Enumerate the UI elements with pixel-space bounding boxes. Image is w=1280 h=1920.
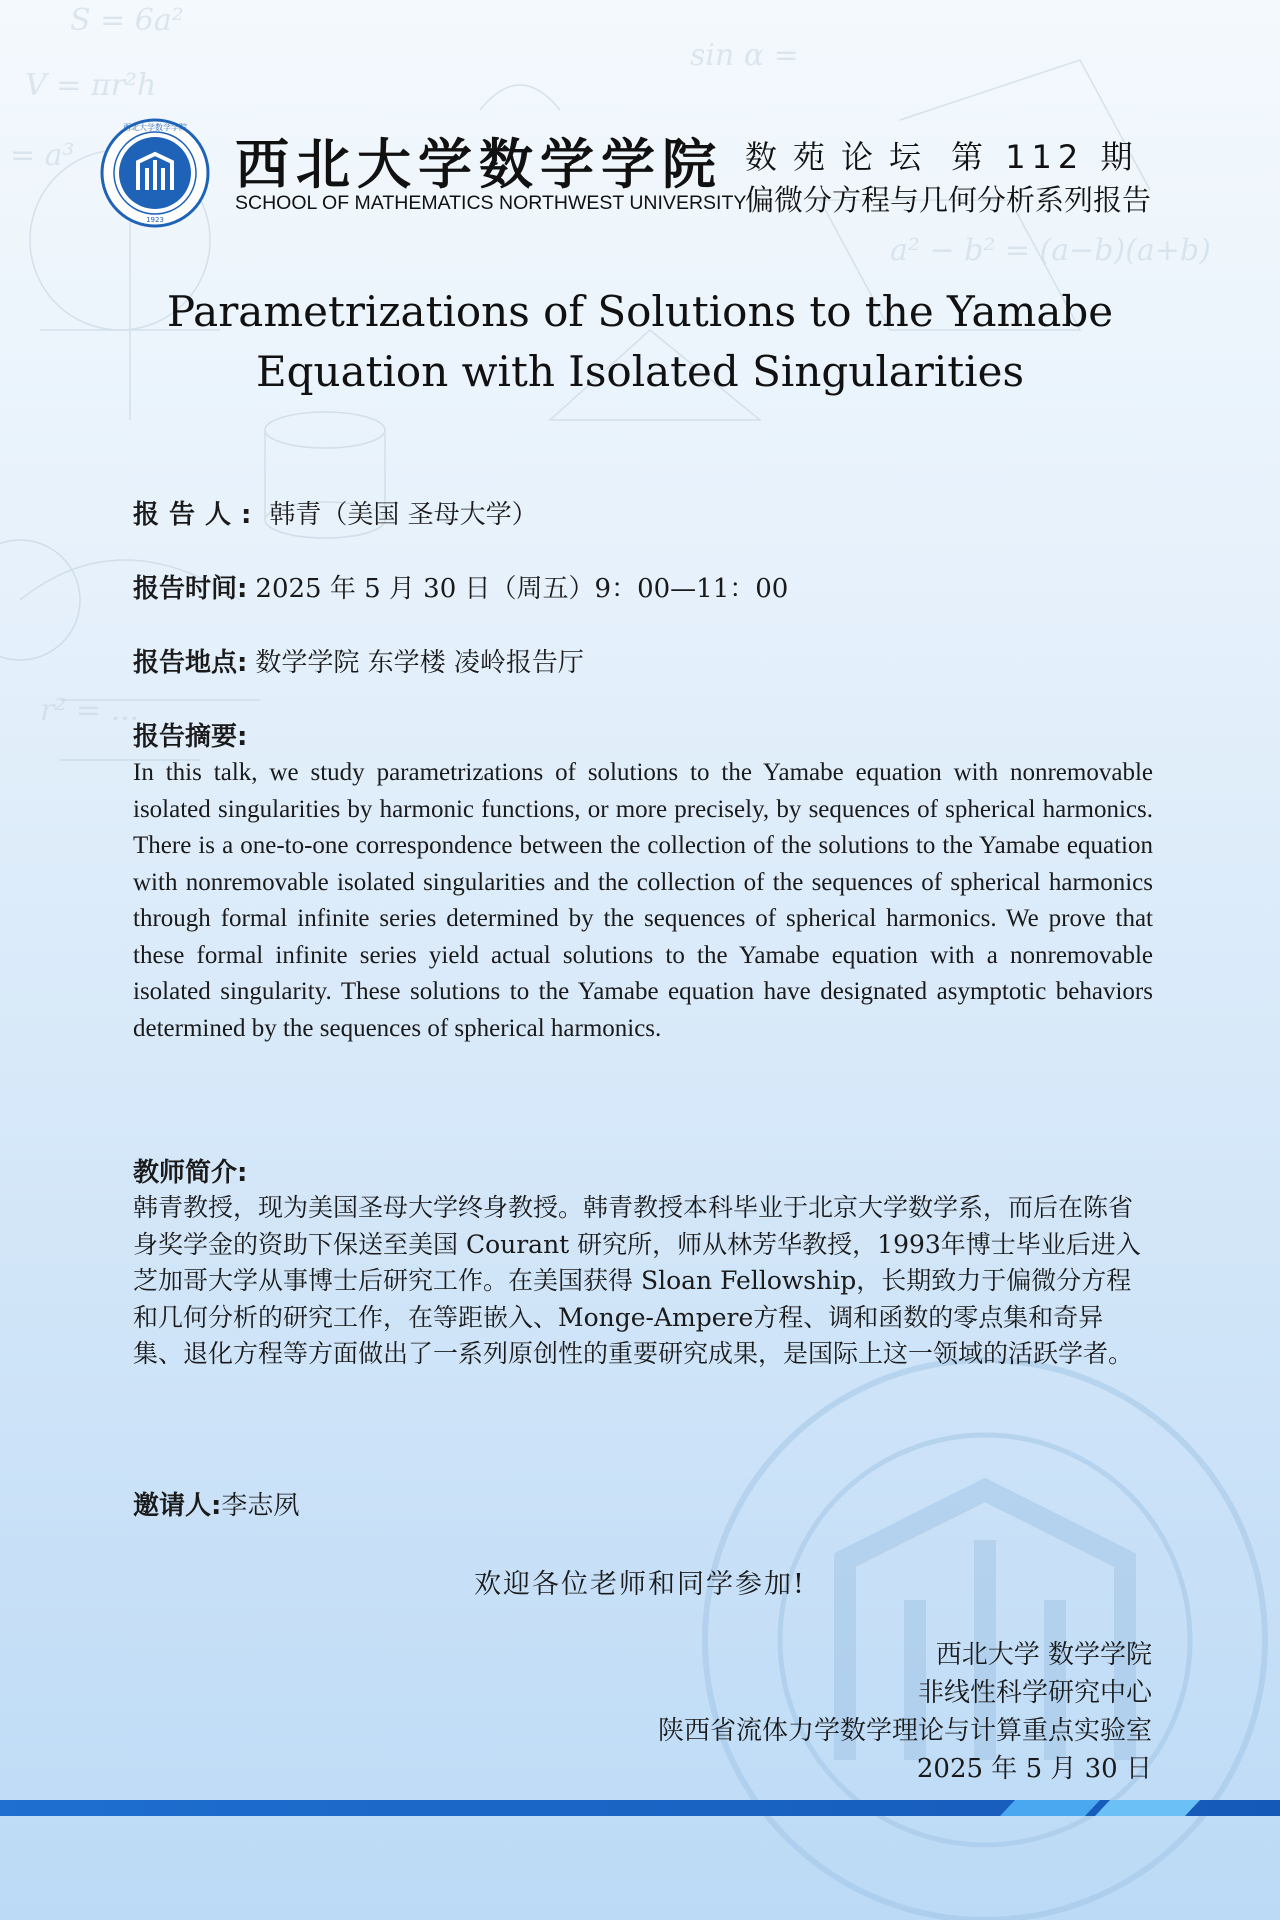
university-logo xyxy=(100,118,210,228)
svg-text:= a³: = a³ xyxy=(10,138,75,173)
time-label: 报告时间: xyxy=(133,574,248,604)
svg-text:a² − b² = (a−b)(a+b): a² − b² = (a−b)(a+b) xyxy=(890,233,1211,268)
abstract-text: In this talk, we study parametrizations of solutions to the Yamabe equation with nonremovable isolated singularities by harmonic functions, or more precisely, by sequences of spherical harmonics. There is a one-to-one correspondence between the collection of the solutions to the Yamabe equation with nonremovable isolated singularities and the collection of the sequences of spherical harmonics through formal infinite series determined by the sequences of spherical harmonics. We prove that these formal infinite series yield actual solutions to the Yamabe equation with a nonremovable isolated singularity. These solutions to the Yamabe equation have designated asymptotic behaviors determined by the sequences of spherical harmonics. xyxy=(133,759,1153,1042)
inviter-label: 邀请人: xyxy=(133,1491,222,1521)
forum-line xyxy=(745,132,1138,178)
school-name-cn: 西北大学数学学院 xyxy=(235,132,723,196)
bio-text: 韩青教授，现为美国圣母大学终身教授。韩青教授本科毕业于北京大学数学系，而后在陈省身奖学金的资助下保送至美国 Courant 研究所，师从林芳华教授，1993年博士毕业后进入芝加哥大学从事博士后研究工作。在美国获得 Sloan Fellowship，长期致力于偏微分方程和几何分析的研究工作，在等距嵌入、Monge-Ampere方程、调和函数的零点集和奇异集、退化方程等方面做出了一系列原创性的重要研究成果，是国际上这一领域的活跃学者。 xyxy=(133,1193,1141,1368)
logo-ring-text: 西北大学数学学院 xyxy=(123,123,187,132)
talk-title: Parametrizations of Solutions to the Yamabe Equation with Isolated Singularities xyxy=(166,287,1114,396)
svg-text:V = πr²h: V = πr²h xyxy=(25,68,157,103)
signature-center: 非线性科学研究中心 xyxy=(917,1678,1152,1708)
logo-year: 1923 xyxy=(146,216,164,224)
svg-text:sin α =: sin α = xyxy=(690,38,799,73)
forum-issue: 第 112 期 xyxy=(951,138,1139,176)
speaker-label: 报告人: xyxy=(133,500,262,530)
bio-label: 教师简介: xyxy=(133,1158,248,1188)
forum-name: 数苑论坛 xyxy=(745,138,938,176)
poster-header xyxy=(100,118,1180,228)
signature-lab: 陕西省流体力学数学理论与计算重点实验室 xyxy=(657,1716,1152,1746)
inviter-name: 李志夙 xyxy=(221,1491,300,1521)
time-row xyxy=(133,568,788,605)
welcome-message: 欢迎各位老师和同学参加! xyxy=(474,1569,806,1600)
svg-text:S = 6a²: S = 6a² xyxy=(70,3,184,38)
place-value: 数学学院 东学楼 凌岭报告厅 xyxy=(255,648,584,678)
abstract-label: 报告摘要: xyxy=(133,722,248,752)
speaker-value: 韩青（美国 圣母大学） xyxy=(269,500,538,530)
speaker-row xyxy=(133,494,538,531)
bottom-decorative-bar xyxy=(0,1800,1280,1816)
time-value: 2025 年 5 月 30 日（周五）9：00—11：00 xyxy=(255,574,789,604)
inviter-row xyxy=(133,1485,299,1522)
signature-school: 西北大学 数学学院 xyxy=(935,1640,1152,1670)
report-series: 偏微分方程与几何分析系列报告 xyxy=(745,183,1152,217)
place-row xyxy=(133,642,584,679)
school-name-en: SCHOOL OF MATHEMATICS NORTHWEST UNIVERSITY xyxy=(235,192,747,214)
signature-date: 2025 年 5 月 30 日 xyxy=(916,1754,1152,1784)
place-label: 报告地点: xyxy=(133,648,248,678)
university-emblem-watermark xyxy=(640,1340,1280,1920)
svg-text:r² = ...: r² = ... xyxy=(40,693,140,728)
